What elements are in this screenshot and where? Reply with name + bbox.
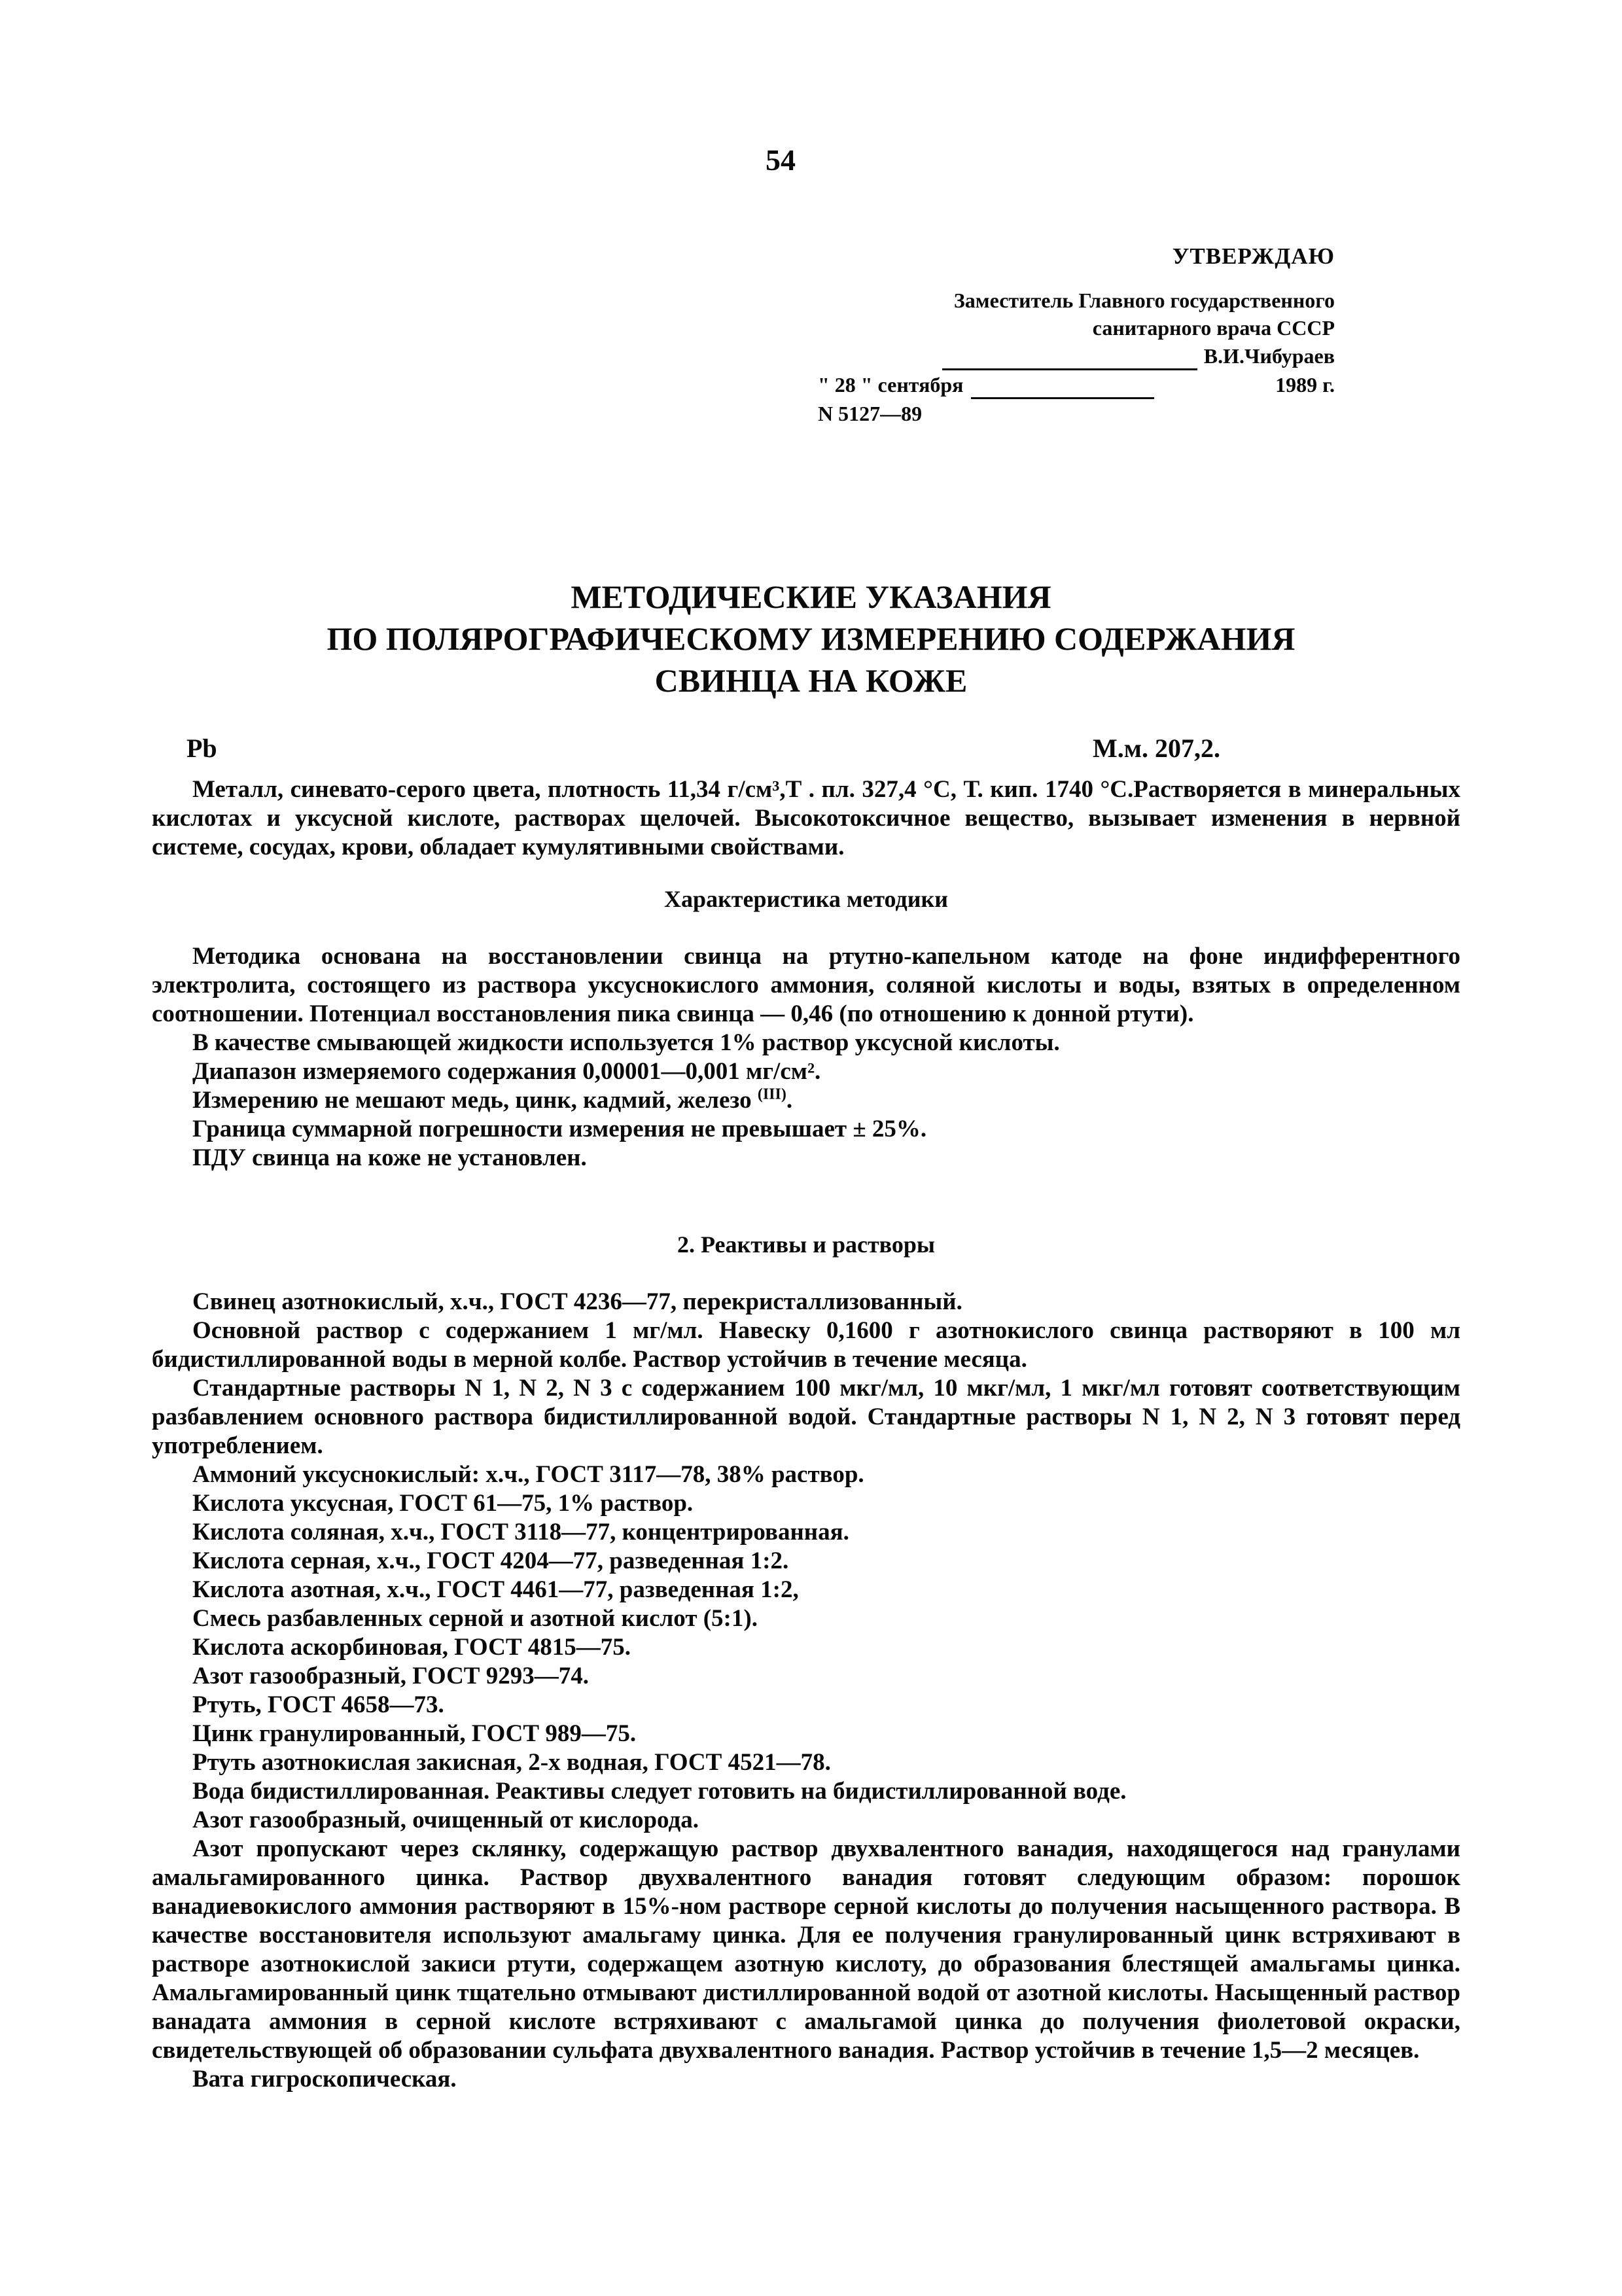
washing-liquid-text: В качестве смывающей жидкости используется 1% раствор уксусной кислоты.: [192, 1029, 1060, 1056]
standard-solutions-text: Стандартные растворы N 1, N 2, N 3 с содержанием 100 мкг/мл, 10 мкг/мл, 1 мкг/мл готовят соответствующим разбавлением основного раствора бидистиллированной водой. Стандартные растворы N 1, N 2, N 3 готовят перед употреблением.: [152, 1375, 1460, 1459]
reagent-item: Цинк гранулированный, ГОСТ 989—75.: [192, 1720, 637, 1747]
pdu-text: ПДУ свинца на коже не установлен.: [192, 1144, 587, 1171]
title-line-3: СВИНЦА НА КОЖЕ: [654, 662, 968, 699]
section-heading-reagents: 2. Реактивы и растворы: [677, 1231, 935, 1258]
signature-blank: [942, 349, 1197, 370]
intro-paragraph: Металл, синевато-серого цвета, плотность 11,34 г/см³,Т . пл. 327,4 °С, Т. кип. 1740 °С.Растворяется в минеральных кислотах и уксусной кислоте, растворах щелочей. Высокотоксичное вещество, вызывает изменения в нервной системе, сосудах, крови, обладает кумулятивными свойствами.: [152, 776, 1460, 860]
signer-name: В.И.Чибураев: [1203, 344, 1335, 368]
interference-end: .: [786, 1087, 793, 1114]
measurement-range-text: Диапазон измеряемого содержания 0,00001—0,001 мг/см².: [192, 1058, 821, 1085]
stock-solution-text: Основной раствор с содержанием 1 мг/мл. Навеску 0,1600 г азотнокислого свинца растворяют в 100 мл бидистиллированной воды в мерной колбе. Раствор устойчив в течение месяца.: [152, 1317, 1460, 1373]
intro-text-block: [152, 775, 1460, 862]
reagent-item: Кислота уксусная, ГОСТ 61—75, 1% раствор.: [192, 1490, 694, 1517]
element-symbol: Pb: [186, 733, 217, 763]
approval-block: [818, 243, 1335, 428]
cotton-wool-text: Вата гигроскопическая.: [192, 2066, 457, 2093]
error-limit-text: Граница суммарной погрешности измерения не превышает ± 25%.: [192, 1116, 927, 1142]
interference-text: [152, 1086, 1460, 1115]
reagent-item: Азот газообразный, ГОСТ 9293—74.: [192, 1663, 589, 1689]
approval-position-line2: санитарного врача СССР: [1092, 316, 1335, 340]
reagent-item: Кислота азотная, х.ч., ГОСТ 4461—77, разведенная 1:2,: [192, 1576, 799, 1603]
approval-title: УТВЕРЖДАЮ: [1172, 243, 1335, 269]
approval-date: " 28 " сентября: [818, 373, 964, 397]
reagent-item: Кислота аскорбиновая, ГОСТ 4815—75.: [192, 1634, 631, 1661]
title-line-1: МЕТОДИЧЕСКИЕ УКАЗАНИЯ: [571, 578, 1051, 615]
nitrogen-purification-text: Азот пропускают через склянку, содержащую раствор двухвалентного ванадия, находящегося над гранулами амальгамированного цинка. Раствор двухвалентного ванадия готовят следующим образом: порошок ванадиевокислого аммония растворяют в 15%-ном растворе серной кислоты до получения насыщенного раствора. В качестве восстановителя используют амальгаму цинка. Для ее получения гранулированный цинк встряхивают в растворе азотнокислой закиси ртути, содержащем азотную кислоту, до образования блестящей амальгамы цинка. Амальгамированный цинк тщательно отмывают дистиллированной водой от азотной кислоты. Насыщенный раствор ванадата аммония в серной кислоте встряхивают с амальгамой цинка до получения фиолетовой окраски, свидетельствующей об образовании сульфата двухвалентного ванадия. Раствор устойчив в течение 1,5—2 месяцев.: [152, 1835, 1460, 2064]
approval-number: N 5127—89: [818, 402, 923, 425]
page-number: 54: [766, 143, 796, 177]
molar-mass: М.м. 207,2.: [1093, 733, 1220, 763]
reagent-item: Азот газообразный, очищенный от кислорода.: [192, 1807, 699, 1833]
date-blank: [971, 378, 1154, 399]
section-reagents: [152, 1230, 1460, 2094]
section-heading-characteristics: Характеристика методики: [664, 886, 948, 912]
formula-row: [186, 733, 1220, 764]
reagent-item: Ртуть, ГОСТ 4658—73.: [192, 1691, 444, 1718]
reagent-item: Ртуть азотнокислая закисная, 2-х водная, ГОСТ 4521—78.: [192, 1749, 831, 1776]
signature-line: [818, 342, 1335, 370]
reagent-item: Кислота соляная, х.ч., ГОСТ 3118—77, концентрированная.: [192, 1519, 849, 1545]
reagent-item: Вода бидистиллированная. Реактивы следует готовить на бидистиллированной воде.: [192, 1778, 1127, 1805]
approval-year: 1989 г.: [1275, 373, 1335, 397]
reagent-lead-nitrate: Свинец азотнокислый, х.ч., ГОСТ 4236—77, перекристаллизованный.: [192, 1288, 962, 1315]
reagent-item: Смесь разбавленных серной и азотной кислот (5:1).: [192, 1605, 758, 1632]
reagent-item: Аммоний уксуснокислый: х.ч., ГОСТ 3117—78, 38% раствор.: [192, 1461, 864, 1488]
section-characteristics: [152, 885, 1460, 1173]
interference-main: Измерению не мешают медь, цинк, кадмий, железо: [192, 1087, 752, 1114]
method-description: Методика основана на восстановлении свинца на ртутно-капельном катоде на фоне индифферентного электролита, состоящего из раствора уксуснокислого аммония, соляной кислоты и воды, взятых в определенном соотношении. Потенциал восстановления пика свинца — 0,46 (по отношению к донной ртути).: [152, 943, 1460, 1027]
title-line-2: ПО ПОЛЯРОГРАФИЧЕСКОМУ ИЗМЕРЕНИЮ СОДЕРЖАНИЯ: [326, 620, 1296, 657]
date-line: [818, 370, 1335, 399]
document-title: [131, 576, 1491, 701]
reagent-item: Кислота серная, х.ч., ГОСТ 4204—77, разведенная 1:2.: [192, 1547, 789, 1574]
approval-position-line1: Заместитель Главного государственного: [953, 289, 1335, 312]
iron-valence: (III): [757, 1086, 786, 1103]
